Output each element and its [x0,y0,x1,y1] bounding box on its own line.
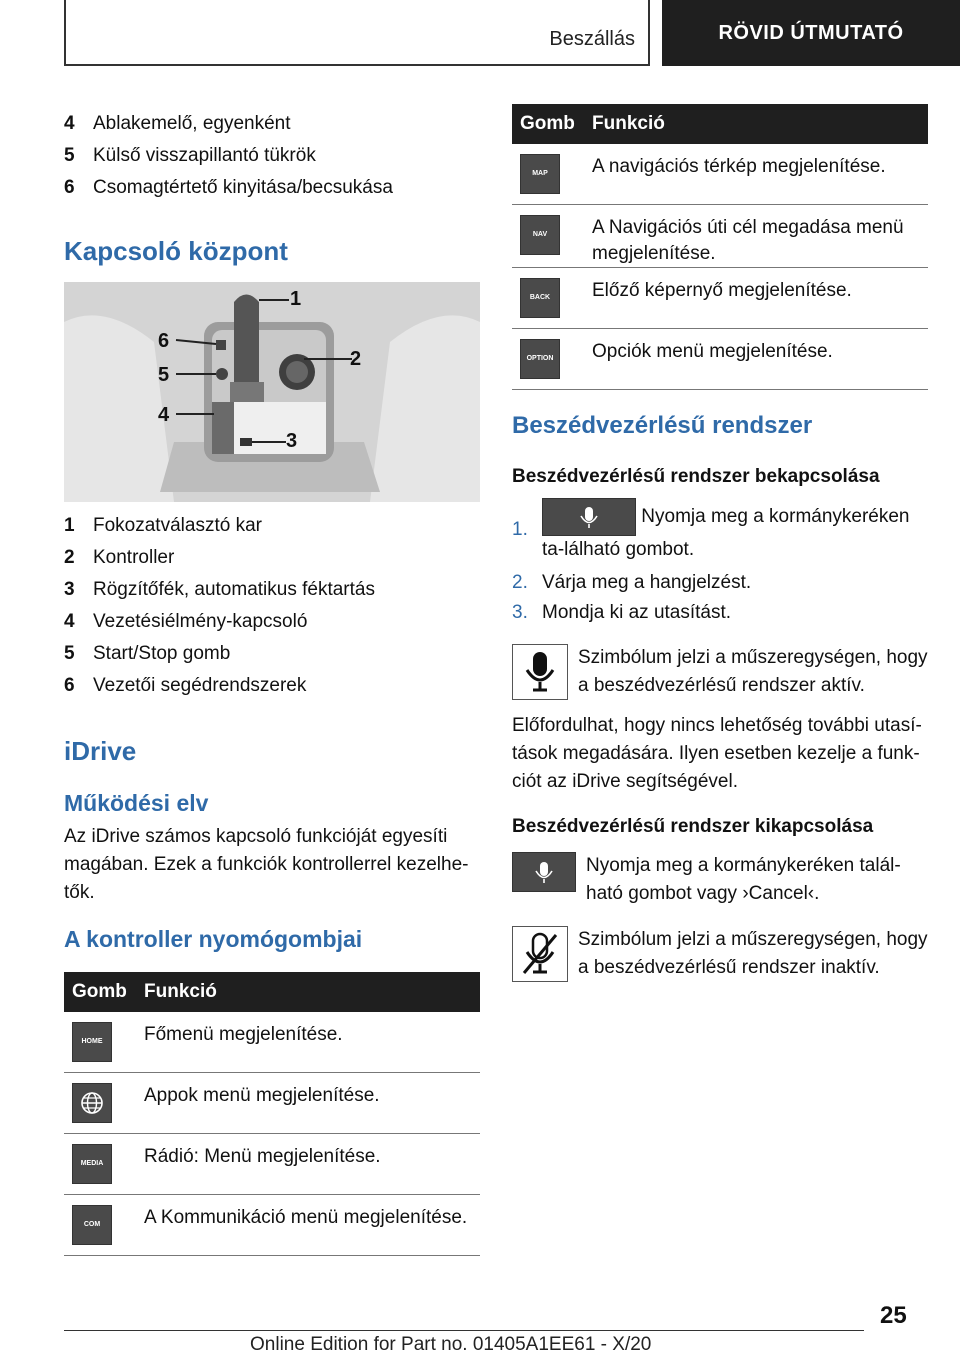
list-item: 1 Fokozatválasztó kar [64,515,262,536]
controller-buttons-table-continued [512,104,928,390]
list-item: 4 Ablakemelő, egyenként [64,113,291,134]
callout-1: 1 [290,288,302,310]
option-key-icon: OPTION [520,339,560,379]
list-item: 6 Csomagtértető kinyitása/becsukása [64,177,393,198]
list-item: 3 Rögzítőfék, automatikus féktartás [64,579,375,600]
switch-center-heading: Kapcsoló központ [64,236,288,266]
table-row [64,1134,480,1195]
page-number: 25 [880,1302,907,1329]
column-header-button: Gomb [64,972,136,1012]
buttons-heading: A kontroller nyomógombjai [64,926,363,952]
header-rule-left [64,0,66,66]
voice-on-heading: Beszédvezérlésű rendszer bekapcsolása [512,466,880,487]
list-item: 4 Vezetésiélmény-kapcsoló [64,611,308,632]
table-row [64,1012,480,1073]
console-illustration [64,282,480,502]
switch-center-photo [64,282,480,502]
back-key-icon: BACK [520,278,560,318]
controller-buttons-table [64,972,480,1256]
voice-on-steps [512,498,928,628]
com-key-icon: COM [72,1205,112,1245]
map-key-icon: MAP [520,154,560,194]
table-row [64,1195,480,1256]
nav-key-icon: NAV [520,215,560,255]
step-item: 1. Nyomja meg a kormánykeréken ta-lálható gombot. [512,498,928,564]
voice-active-note [512,644,928,700]
step-text: Nyomja meg a kormánykeréken ta-lálható gombot. [542,506,910,560]
table-row [64,1073,480,1134]
top-list [64,108,480,204]
media-key-icon: MEDIA [72,1144,112,1184]
callout-5: 5 [158,364,170,386]
header-chapter-tab[interactable]: RÖVID ÚTMUTATÓ [662,0,960,66]
switch-center-legend [64,510,480,702]
step-item: 3. Mondja ki az utasítást. [512,602,732,623]
microphone-inactive-icon [512,926,568,982]
footer-edition: Online Edition for Part no. 01405A1EE61 - X/20 [250,1334,652,1355]
callout-4: 4 [158,404,170,426]
voice-heading: Beszédvezérlésű rendszer [512,412,813,439]
globe-icon [72,1083,112,1123]
list-item: 5 Külső visszapillantó tükrök [64,145,316,166]
voice-off-instruction [512,852,928,908]
step-item: 2. Várja meg a hangjelzést. [512,572,752,593]
voice-off-heading: Beszédvezérlésű rendszer kikapcsolása [512,816,874,837]
table-cell-function: Előző képernyő megjelenítése. [584,268,928,329]
home-key-icon: HOME [72,1022,112,1062]
table-row [512,205,928,268]
idrive-heading: iDrive [64,736,137,766]
table-row [512,268,928,329]
table-row [512,329,928,390]
table-cell-function: A Navigációs úti cél megadása menü megjelenítése. [584,205,928,268]
table-row [512,144,928,205]
callout-6: 6 [158,330,170,352]
microphone-active-icon [512,644,568,700]
table-cell-function: Főmenü megjelenítése. [136,1012,480,1073]
table-cell-function: Opciók menü megjelenítése. [584,329,928,390]
callout-3: 3 [286,430,298,452]
list-item: 5 Start/Stop gomb [64,643,231,664]
voice-body-text: Előfordulhat, hogy nincs lehetőség további utasí-tások megadására. Ilyen esetben kezelje a funk-ciót az iDrive segítségével. [512,715,922,792]
table-cell-function: Rádió: Menü megjelenítése. [136,1134,480,1195]
off-instruction-text: Nyomja meg a kormánykeréken talál-ható gombot vagy ›Cancel‹. [586,855,901,904]
column-header-function: Funkció [136,972,480,1012]
principle-heading: Működési elv [64,790,209,816]
callout-2: 2 [350,348,362,370]
inactive-note-text: Szimbólum jelzi a műszeregységen, hogy a beszédvezérlésű rendszer inaktív. [578,929,928,978]
table-cell-function: Appok menü megjelenítése. [136,1073,480,1134]
principle-text: Az iDrive számos kapcsoló funkcióját egyesíti magában. Ezek a funkciók kontrollerrel kezelhe-tők. [64,826,469,903]
mic-button-icon [542,498,636,536]
header-rule-mid [648,0,650,66]
active-note-text: Szimbólum jelzi a műszeregységen, hogy a beszédvezérlésű rendszer aktív. [578,647,928,696]
mic-button-icon [512,852,576,892]
header-rule-bottom [64,64,650,66]
footer-rule [64,1330,864,1331]
table-cell-function: A Kommunikáció menü megjelenítése. [136,1195,480,1256]
list-item: 6 Vezetői segédrendszerek [64,675,307,696]
table-cell-function: A navigációs térkép megjelenítése. [584,144,928,205]
list-item: 2 Kontroller [64,547,175,568]
header-section-title: Beszállás [549,28,635,50]
column-header-function: Funkció [584,104,928,144]
column-header-button: Gomb [512,104,584,144]
voice-inactive-note [512,926,928,982]
